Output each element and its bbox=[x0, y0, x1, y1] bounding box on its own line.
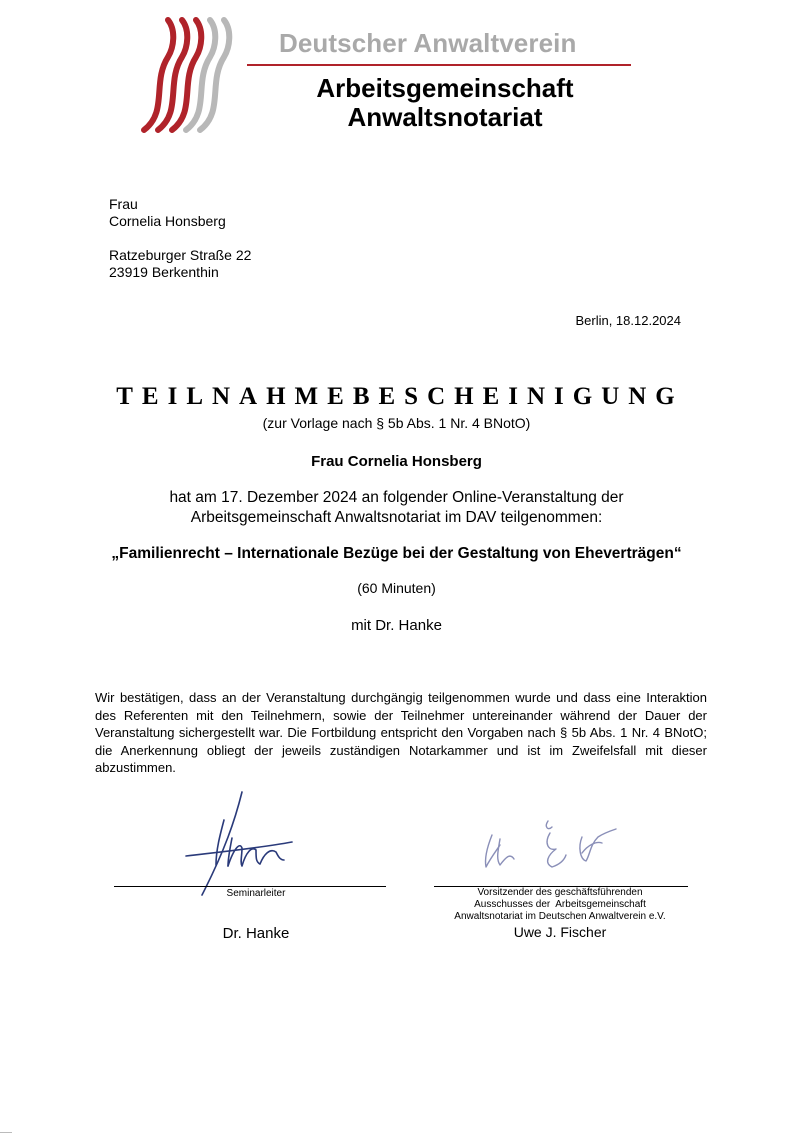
place-date: Berlin, 18.12.2024 bbox=[575, 313, 681, 328]
dav-logo-mark bbox=[138, 12, 236, 134]
signature-seminar-leader bbox=[180, 790, 300, 900]
certificate-recipient: Frau Cornelia Honsberg bbox=[311, 453, 482, 470]
event-speaker: mit Dr. Hanke bbox=[351, 617, 442, 634]
participation-line2: Arbeitsgemeinschaft Anwaltsnotariat im DAV teilgenommen: bbox=[190, 509, 603, 526]
chairman-name: Uwe J. Fischer bbox=[513, 924, 607, 940]
participation-line1: hat am 17. Dezember 2024 an folgender Online-Veranstaltung der bbox=[169, 489, 624, 506]
seminar-leader-name: Dr. Hanke bbox=[222, 925, 290, 942]
event-title: „Familienrecht – Internationale Bezüge bei der Gestaltung von Eheverträgen“ bbox=[111, 545, 682, 562]
address-name: Cornelia Honsberg bbox=[109, 213, 226, 229]
certificate-title: TEILNAHMEBESCHEINIGUNG bbox=[116, 383, 684, 410]
ag-title bbox=[300, 74, 590, 132]
address-street: Ratzeburger Straße 22 bbox=[109, 247, 252, 263]
confirmation-paragraph: Wir bestätigen, dass an der Veranstaltung durchgängig teilgenommen wurde und dass eine Interaktion des Referenten mit den Teilnehmern, sowie der Teilnehmer untereinander während der Dauer der Veranstaltung sichergestellt war. Die Fortbildung entspricht den Vorgaben nach § 5b Abs. 1 Nr. 4 BNotO; die Anerkennung obliegt der jeweils zuständigen Notarkammer und ist im Zweifelsfall mit dieser abzustimmen. bbox=[95, 690, 707, 775]
certificate-subtitle: (zur Vorlage nach § 5b Abs. 1 Nr. 4 BNotO) bbox=[262, 415, 531, 431]
participation-statement bbox=[0, 488, 793, 528]
signature-chairman bbox=[478, 815, 643, 880]
chairman-role-line1: Vorsitzender des geschäftsführenden bbox=[477, 887, 643, 898]
org-name: Deutscher Anwaltverein bbox=[279, 28, 577, 58]
page-edge-mark bbox=[0, 1132, 12, 1133]
logo-divider bbox=[247, 64, 631, 66]
ag-title-line2: Anwaltsnotariat bbox=[347, 102, 543, 132]
seminar-leader-role: Seminarleiter bbox=[226, 888, 286, 899]
chairman-role bbox=[420, 887, 700, 923]
chairman-role-line3: Anwaltsnotariat im Deutschen Anwaltverein e.V. bbox=[454, 911, 666, 922]
ag-title-line1: Arbeitsgemeinschaft bbox=[316, 73, 574, 103]
event-duration: (60 Minuten) bbox=[357, 580, 436, 596]
chairman-role-line2: Ausschusses der Arbeitsgemeinschaft bbox=[474, 899, 646, 910]
address-salutation: Frau bbox=[109, 196, 138, 212]
signature-line-left bbox=[114, 886, 386, 887]
address-city: 23919 Berkenthin bbox=[109, 264, 219, 280]
